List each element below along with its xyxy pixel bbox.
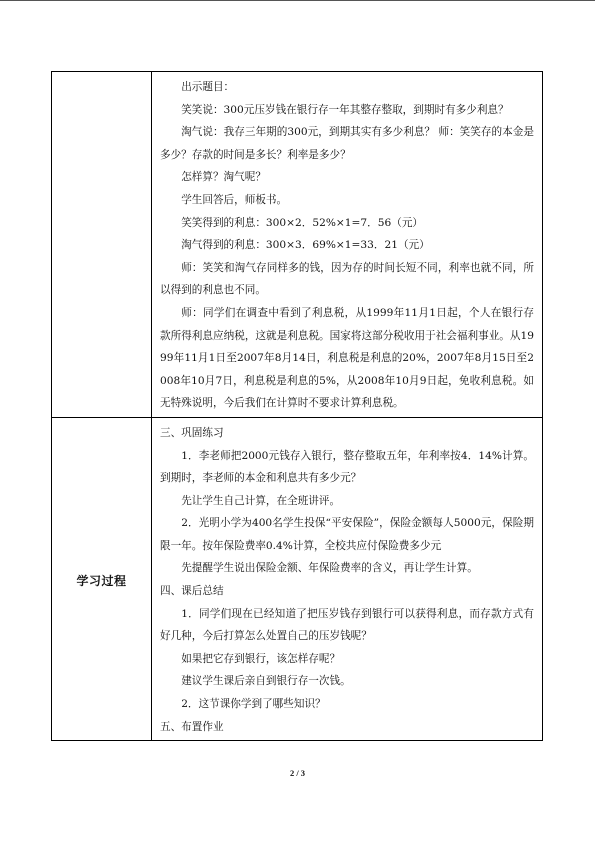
content-cell-1 — [152, 72, 543, 418]
paragraph: 怎样算？淘气呢？ — [181, 171, 266, 184]
paragraph: 淘气得到的利息：300×3．69%×1=33．21（元） — [181, 239, 430, 252]
paragraph: 1．李老师把2000元钱存入银行，整存整取五年，年利率按4．14%计算。到期时，李老师的本金和利息共有多少元？ — [160, 449, 534, 485]
paragraph: 师：同学们在调查中看到了利息税，从1999年11月1日起，个人在银行存款所得利息应纳税，这就是利息税。国家将这部分税收用于社会福利事业。从1999年11月1日至2007年8月14日，利息税是利息的20%，2007年8月15日至2008年10月7日，利息税是利息的5%，从2008年10月9日起，免收利息税。如无特殊说明，今后我们在计算时不要求计算利息税。 — [160, 306, 534, 410]
paragraph: 建议学生课后亲自到银行存一次钱。 — [181, 675, 351, 688]
paragraph: 出示题目： — [181, 81, 235, 93]
section-label: 学习过程 — [76, 573, 127, 588]
paragraph: 师：笑笑和淘气存同样多的钱，因为存的时间长短不同，利率也就不同，所以得到的利息也不同。 — [160, 261, 534, 297]
table-row — [52, 72, 543, 418]
header-rule — [0, 0, 595, 1]
empty-label-cell — [52, 72, 152, 418]
paragraph: 三、巩固练习 — [160, 426, 224, 439]
paragraph: 1．同学们现在已经知道了把压岁钱存到银行可以获得利息，而存款方式有好几种，今后打算怎么处置自己的压岁钱呢？ — [160, 607, 534, 643]
paragraph: 四、课后总结 — [160, 585, 224, 598]
paragraph: 如果把它存到银行，该怎样存呢？ — [181, 652, 341, 665]
paragraph: 五、布置作业 — [160, 720, 224, 733]
paragraph: 淘气说：我存三年期的300元，到期其实有多少利息？ 师：笑笑存的本金是多少？存款的时间是多长？利率是多少？ — [160, 126, 534, 161]
content-block-2 — [152, 418, 542, 740]
table-row — [52, 417, 543, 740]
content-cell-2 — [152, 417, 543, 740]
content-block-1 — [152, 72, 542, 417]
lesson-table — [51, 71, 543, 741]
paragraph: 先提醒学生说出保险金额、年保险费率的含义，再让学生计算。 — [181, 562, 478, 575]
paragraph: 2．这节课你学到了哪些知识？ — [181, 698, 326, 711]
section-label-cell — [52, 417, 152, 740]
paragraph: 2．光明小学为400名学生投保“平安保险”，保险金额每人5000元，保险期限一年。按年保险费率0.4%计算，全校共应付保险费多少元 — [160, 517, 534, 552]
paragraph: 笑笑说：300元压岁钱在银行存一年其整存整取，到期时有多少利息？ — [181, 103, 509, 116]
paragraph: 笑笑得到的利息：300×2．52%×1=7．56（元） — [181, 216, 424, 229]
paragraph: 学生回答后，师板书。 — [181, 193, 288, 206]
paragraph: 先让学生自己计算，在全班讲评。 — [181, 494, 341, 507]
page-number: 2 / 3 — [289, 768, 306, 778]
